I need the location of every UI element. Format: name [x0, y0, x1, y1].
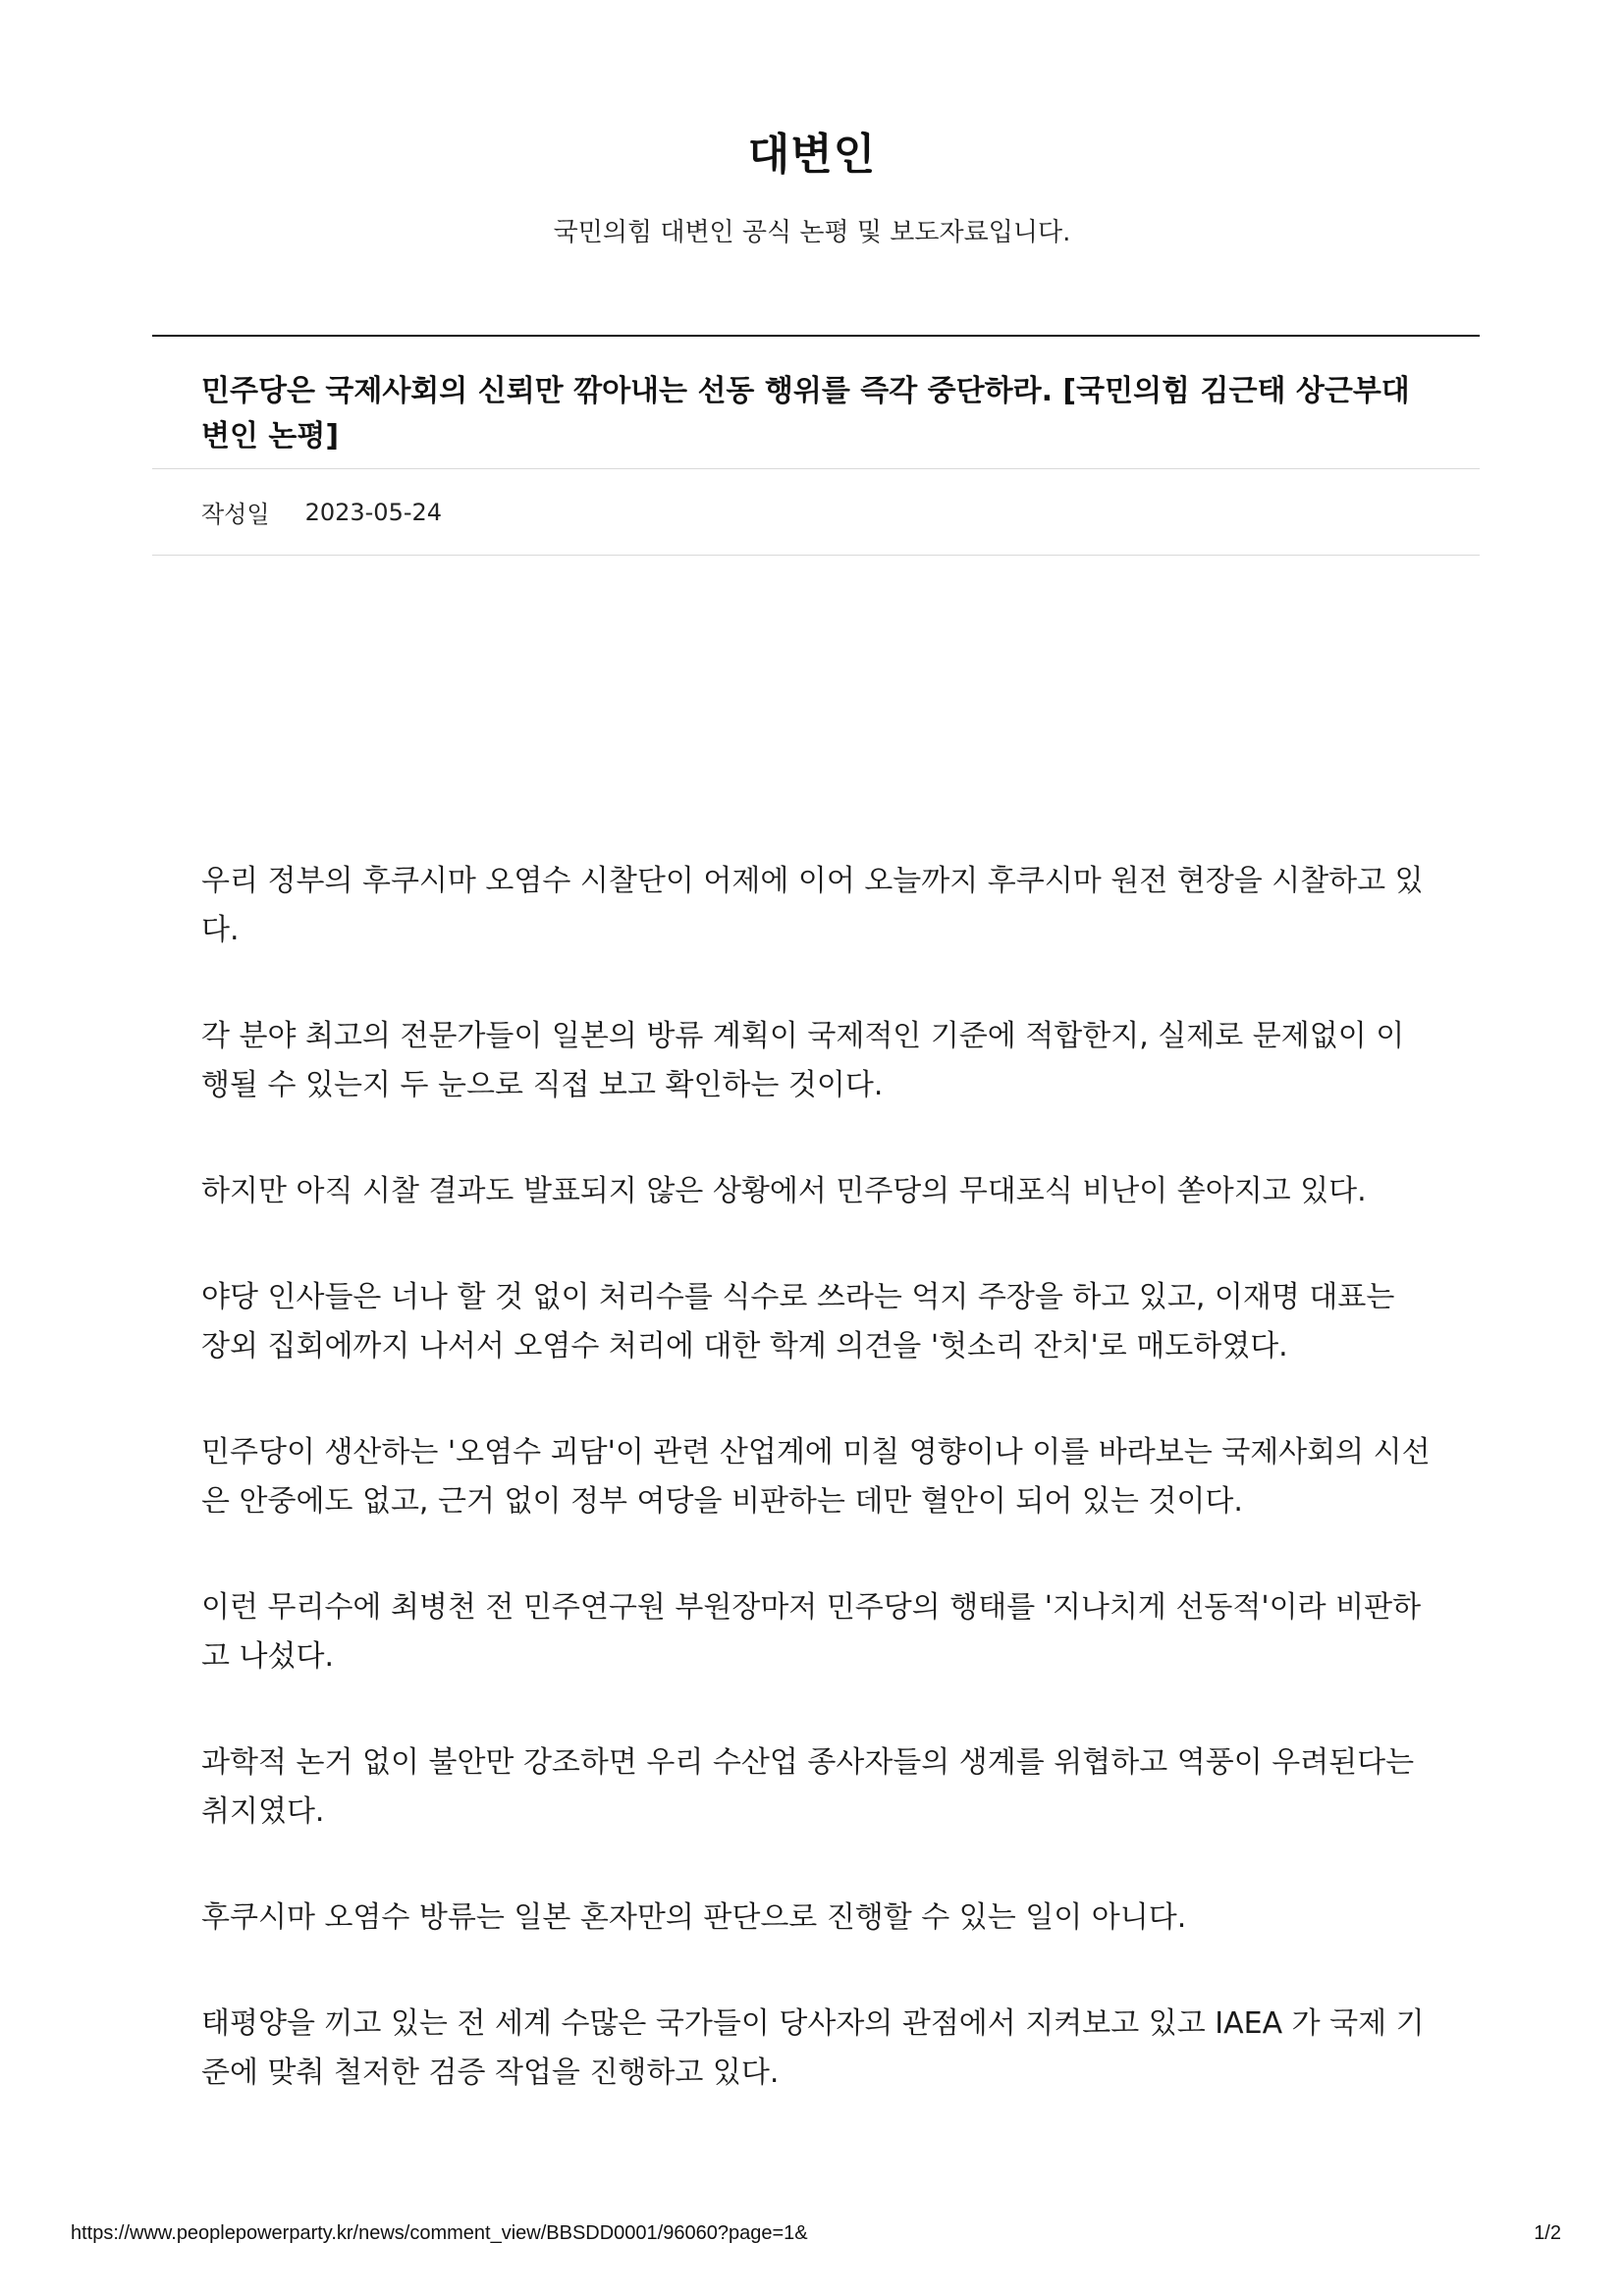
body-paragraph: 태평양을 끼고 있는 전 세계 수많은 국가들이 당사자의 관점에서 지켜보고 있고 IAEA 가 국제 기준에 맞춰 철저한 검증 작업을 진행하고 있다. [201, 2006, 1425, 2090]
page-header [0, 126, 1624, 249]
article-title: 민주당은 국제사회의 신뢰만 깎아내는 선동 행위를 즉각 중단하라. [국민의힘 김근태 상근부대변인 논평] [201, 374, 1410, 454]
body-paragraph: 하지만 아직 시찰 결과도 발표되지 않은 상황에서 민주당의 무대포식 비난이 쏟아지고 있다. [201, 1174, 1367, 1208]
article-header [152, 335, 1480, 556]
print-footer [71, 2222, 1561, 2245]
page-number: 1/2 [1534, 2222, 1561, 2244]
article-body [201, 857, 1431, 2155]
article-meta [152, 468, 1480, 556]
body-paragraph: 민주당이 생산하는 '오염수 괴담'이 관련 산업계에 미칠 영향이나 이를 바라보는 국제사회의 시선은 안중에도 없고, 근거 없이 정부 여당을 비판하는 데만 혈안이 되어 있는 것이다. [201, 1435, 1431, 1519]
body-paragraph: 후쿠시마 오염수 방류는 일본 혼자만의 판단으로 진행할 수 있는 일이 아니다. [201, 1900, 1187, 1935]
page-subtitle: 국민의힘 대변인 공식 논평 및 보도자료입니다. [553, 218, 1071, 247]
body-paragraph: 각 분야 최고의 전문가들이 일본의 방류 계획이 국제적인 기준에 적합한지, 실제로 문제없이 이행될 수 있는지 두 눈으로 직접 보고 확인하는 것이다. [201, 1019, 1405, 1102]
date-label: 작성일 [201, 501, 270, 528]
page-url: https://www.peoplepowerparty.kr/news/comment_view/BBSDD0001/96060?page=1& [71, 2222, 808, 2244]
body-paragraph: 과학적 논거 없이 불안만 강조하면 우리 수산업 종사자들의 생계를 위협하고 역풍이 우려된다는 취지였다. [201, 1745, 1415, 1829]
body-paragraph: 야당 인사들은 너나 할 것 없이 처리수를 식수로 쓰라는 억지 주장을 하고 있고, 이재명 대표는 장외 집회에까지 나서서 오염수 처리에 대한 학계 의견을 '헛소리 잔치'로 매도하였다. [201, 1280, 1395, 1363]
body-paragraph: 우리 정부의 후쿠시마 오염수 시찰단이 어제에 이어 오늘까지 후쿠시마 원전 현장을 시찰하고 있다. [201, 864, 1424, 947]
date-value: 2023-05-24 [304, 498, 443, 526]
page-title: 대변인 [747, 130, 877, 180]
body-paragraph: 이런 무리수에 최병천 전 민주연구원 부원장마저 민주당의 행태를 '지나치게 선동적'이라 비판하고 나섰다. [201, 1590, 1422, 1674]
